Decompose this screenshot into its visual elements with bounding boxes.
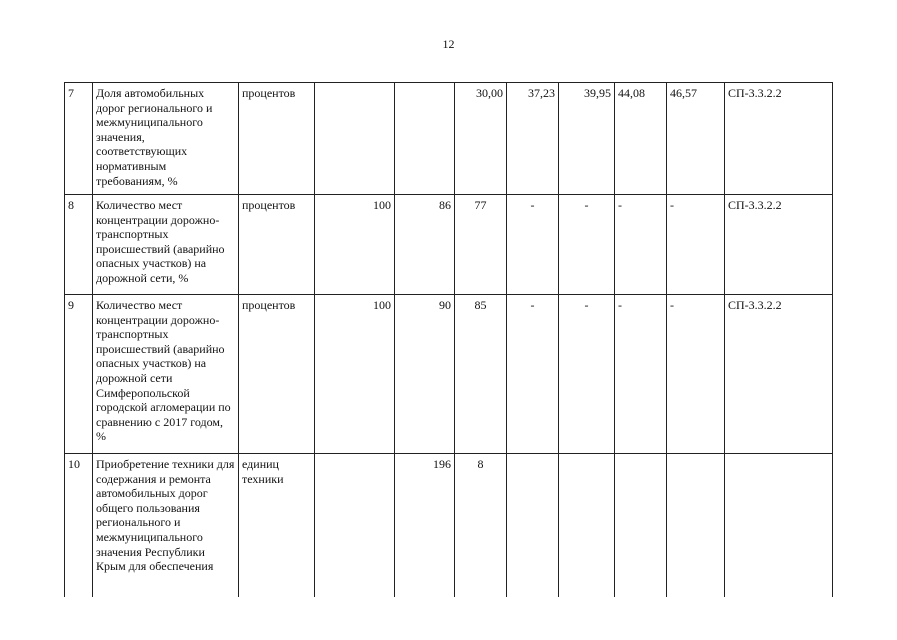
value-cell: 8 <box>455 454 507 597</box>
indicator-name-cell: Приобретение техники для содержания и ремонта автомобильных дорог общего пользования регионального и межмуниципального значения Республики Крым для обеспечения <box>93 454 239 597</box>
value-cell: 85 <box>455 295 507 454</box>
row-number-cell: 8 <box>65 195 93 295</box>
value-cell <box>315 83 395 195</box>
value-cell: 100 <box>315 195 395 295</box>
value-cell: 86 <box>395 195 455 295</box>
reference-cell: СП-3.3.2.2 <box>725 195 833 295</box>
indicator-table <box>64 82 833 597</box>
value-cell: 100 <box>315 295 395 454</box>
value-cell: - <box>667 195 725 295</box>
value-cell: 30,00 <box>455 83 507 195</box>
value-cell: 44,08 <box>615 83 667 195</box>
value-cell: - <box>615 295 667 454</box>
value-cell <box>615 454 667 597</box>
value-cell: - <box>667 295 725 454</box>
value-cell: 46,57 <box>667 83 725 195</box>
unit-cell: единиц техники <box>239 454 315 597</box>
value-cell: - <box>559 195 615 295</box>
row-number-cell: 7 <box>65 83 93 195</box>
indicator-name-cell: Количество мест концентрации дорожно-транспортных происшествий (аварийно опасных участков) на дорожной сети Симферопольской городской агломерации по сравнению с 2017 годом, % <box>93 295 239 454</box>
value-cell <box>507 454 559 597</box>
value-cell: - <box>559 295 615 454</box>
row-number-cell: 9 <box>65 295 93 454</box>
value-cell: 196 <box>395 454 455 597</box>
table-row <box>65 454 833 597</box>
value-cell: 77 <box>455 195 507 295</box>
reference-cell: СП-3.3.2.2 <box>725 295 833 454</box>
value-cell: 90 <box>395 295 455 454</box>
table-row <box>65 195 833 295</box>
indicator-name-cell: Доля автомобильных дорог регионального и межмуниципального значения, соответствующих нормативным требованиям, % <box>93 83 239 195</box>
row-number-cell: 10 <box>65 454 93 597</box>
indicator-name-cell: Количество мест концентрации дорожно-транспортных происшествий (аварийно опасных участков) на дорожной сети, % <box>93 195 239 295</box>
value-cell: - <box>507 195 559 295</box>
value-cell <box>667 454 725 597</box>
table-row <box>65 83 833 195</box>
value-cell: 39,95 <box>559 83 615 195</box>
unit-cell: процентов <box>239 295 315 454</box>
reference-cell: СП-3.3.2.2 <box>725 83 833 195</box>
value-cell <box>315 454 395 597</box>
reference-cell <box>725 454 833 597</box>
unit-cell: процентов <box>239 83 315 195</box>
value-cell: 37,23 <box>507 83 559 195</box>
table-row <box>65 295 833 454</box>
unit-cell: процентов <box>239 195 315 295</box>
value-cell <box>395 83 455 195</box>
value-cell: - <box>615 195 667 295</box>
page-number: 12 <box>442 37 455 51</box>
value-cell <box>559 454 615 597</box>
value-cell: - <box>507 295 559 454</box>
